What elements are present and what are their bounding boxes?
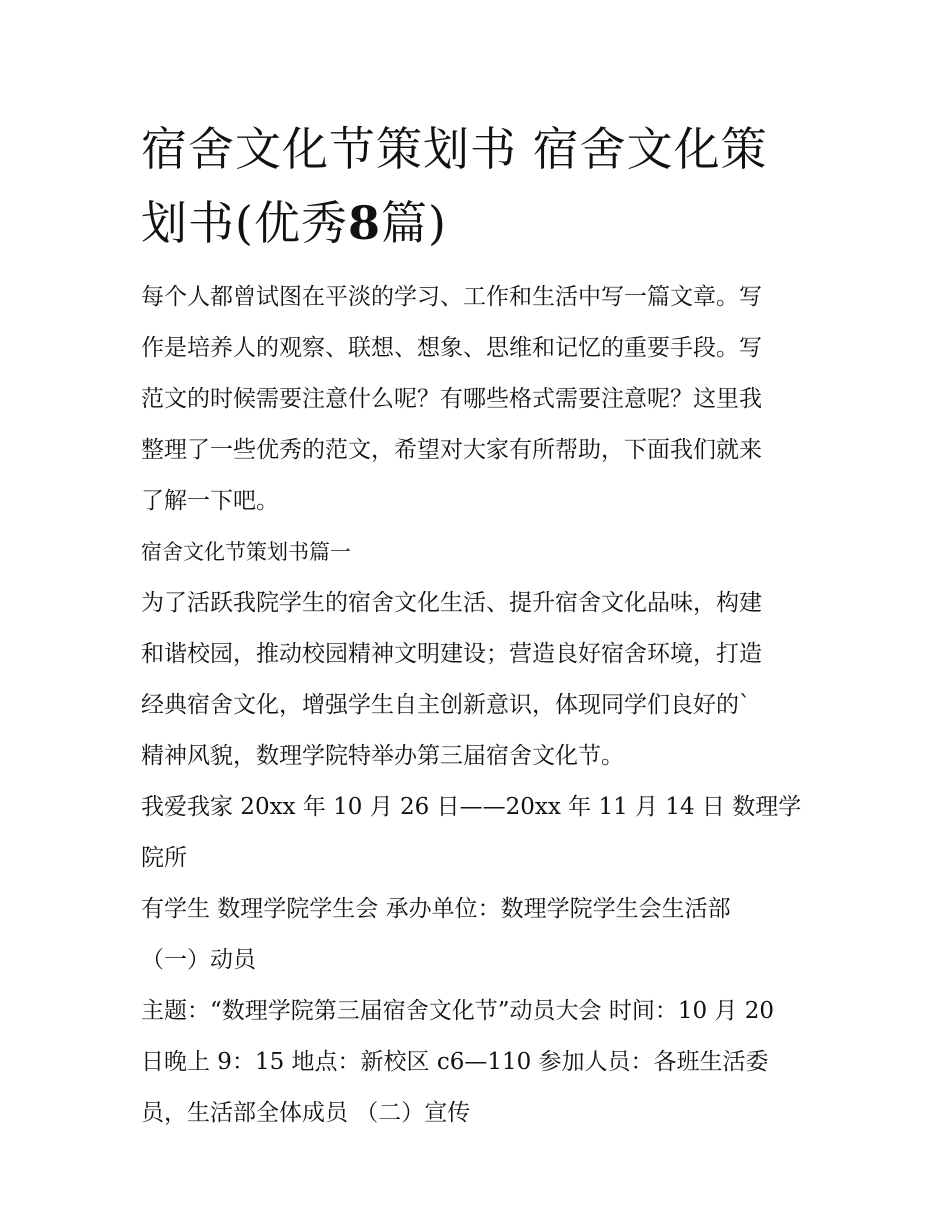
section-heading: 宿舍文化节策划书篇一 xyxy=(141,540,351,564)
document-title xyxy=(141,112,813,260)
body-line: 日晚上 9：15 地点：新校区 c6—110 参加人员：各班生活委 xyxy=(141,1049,769,1075)
body-line: 主题：“数理学院第三届宿舍文化节”动员大会 时间：10 月 20 xyxy=(141,998,774,1024)
title-line-2-start: 划书(优秀 xyxy=(141,196,348,250)
intro-line: 每个人都曾试图在平淡的学习、工作和生活中写一篇文章。写 xyxy=(141,284,762,310)
body-line: 精神风貌，数理学院特举办第三届宿舍文化节。 xyxy=(141,743,624,769)
intro-line: 整理了一些优秀的范文，希望对大家有所帮助，下面我们就来 xyxy=(141,437,762,463)
body-line: 经典宿舍文化，增强学生自主创新意识，体现同学们良好的` xyxy=(141,692,751,718)
title-line-1: 宿舍文化节策划书 宿舍文化策 xyxy=(141,122,768,176)
intro-line: 作是培养人的观察、联想、想象、思维和记忆的重要手段。写 xyxy=(141,335,762,361)
body-line: 有学生 数理学院学生会 承办单位：数理学院学生会生活部 xyxy=(141,896,731,922)
title-line-2-end: 篇) xyxy=(380,196,447,250)
body-text xyxy=(141,578,813,1139)
intro-line: 了解一下吧。 xyxy=(141,488,279,514)
body-line: 和谐校园，推动校园精神文明建设；营造良好宿舍环境，打造 xyxy=(141,641,762,667)
intro-paragraph xyxy=(141,272,813,527)
title-line-2-number: 8 xyxy=(347,196,381,250)
body-line: （一）动员 xyxy=(141,947,256,973)
body-line: 员，生活部全体成员 （二）宣传 xyxy=(141,1100,471,1126)
body-line: 为了活跃我院学生的宿舍文化生活、提升宿舍文化品味，构建 xyxy=(141,590,762,616)
body-line: 我爱我家 20xx 年 10 月 26 日——20xx 年 11 月 14 日 数理学院所 xyxy=(141,794,802,871)
intro-line: 范文的时候需要注意什么呢？有哪些格式需要注意呢？这里我 xyxy=(141,386,762,412)
document-content xyxy=(141,112,813,1139)
